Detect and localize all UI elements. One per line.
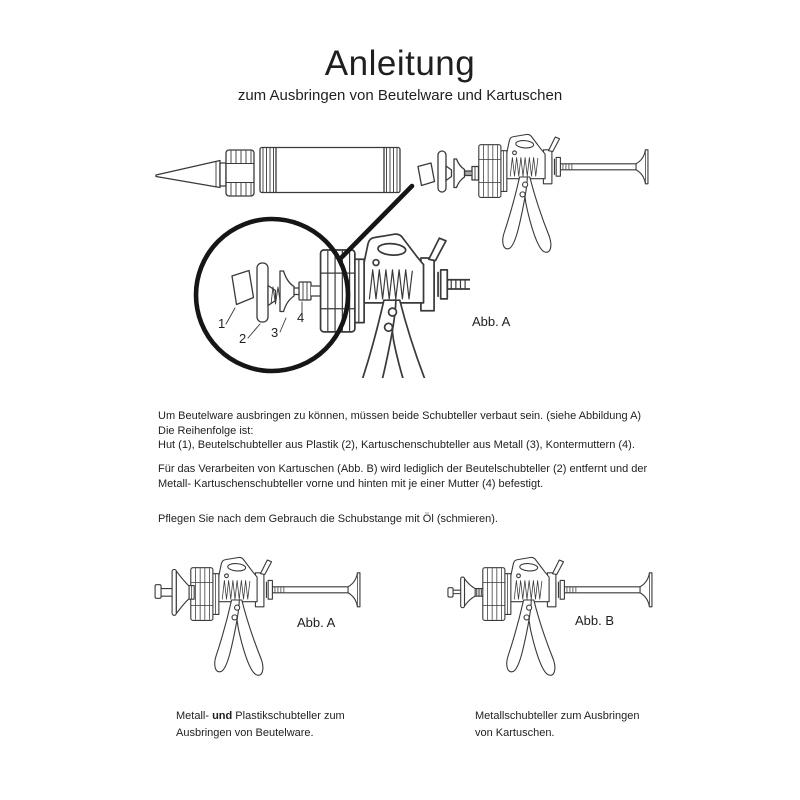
detail-circle-contents xyxy=(218,234,583,400)
caption-left-post: Plastikschubteller zum xyxy=(232,710,345,722)
caption-left-line-2: Ausbringen von Beutelware. xyxy=(176,726,314,739)
paragraph-1 xyxy=(158,409,641,453)
part-label-4: 4 xyxy=(297,310,305,325)
part-label-3: 3 xyxy=(271,325,279,340)
cartridge-cap xyxy=(226,150,254,196)
caption-bottom-right xyxy=(475,708,639,741)
exploded-hut-part xyxy=(418,163,435,186)
exploded-view-illustration xyxy=(120,130,680,400)
detail-metal-plate xyxy=(280,271,299,312)
caption-right-line-1: Metallschubteller zum Ausbringen xyxy=(475,710,640,722)
caption-left-line-1 xyxy=(176,708,345,725)
paragraph-2-line-2: Metall- Kartuschenschubteller vorne und hinten mit je einer Mutter (4) befestigt. xyxy=(158,477,544,490)
caulking-gun-top xyxy=(479,134,648,252)
paragraph-1-line-1: Um Beutelware ausbringen zu können, müssen beide Schubteller verbaut sein. (siehe Abbildung A) xyxy=(158,410,642,422)
plates-metal-only xyxy=(448,577,483,608)
gun-illustration-abb-b xyxy=(430,545,700,720)
exploded-plastic-plate xyxy=(438,151,452,192)
paragraph-2-line-1: Für das Verarbeiten von Kartuschen (Abb. B) wird lediglich der Beutelschubteller (2) entfernt und der xyxy=(158,463,648,475)
figure-label-bottom-left: Abb. A xyxy=(297,615,336,630)
detail-lock-nut xyxy=(299,282,311,300)
paragraph-3-line-1: Pflegen Sie nach dem Gebrauch die Schubstange mit Öl (schmieren). xyxy=(158,513,498,525)
detail-hut-part xyxy=(232,271,254,305)
caption-left-bold: und xyxy=(212,710,233,722)
part-label-2: 2 xyxy=(239,331,247,346)
plates-metal-and-plastic xyxy=(155,569,194,615)
caption-bottom-left xyxy=(176,708,345,741)
cartridge-tube xyxy=(260,148,400,193)
caption-right-line-2: von Kartuschen. xyxy=(475,726,555,739)
paragraph-1-line-3: Hut (1), Beutelschubteller aus Plastik (2), Kartuschenschubteller aus Metall (3), Kontermuttern (4). xyxy=(158,439,635,451)
page-title: Anleitung xyxy=(324,44,476,83)
part-label-1: 1 xyxy=(218,316,226,331)
gun-illustration-abb-a xyxy=(140,545,410,720)
caulking-gun-bottom-right xyxy=(483,557,652,675)
detail-gun-front xyxy=(321,234,584,400)
figure-label-bottom-right: Abb. B xyxy=(575,613,615,628)
cartridge-nozzle xyxy=(156,161,226,188)
exploded-metal-plate xyxy=(454,159,465,188)
paragraph-3 xyxy=(158,512,498,527)
figure-label-top: Abb. A xyxy=(472,314,511,329)
paragraph-2 xyxy=(158,462,647,491)
page-subtitle: zum Ausbringen von Beutelware und Kartuschen xyxy=(237,87,563,104)
paragraph-1-line-2: Die Reihenfolge ist: xyxy=(158,424,254,437)
caption-left-pre: Metall- xyxy=(176,710,213,722)
